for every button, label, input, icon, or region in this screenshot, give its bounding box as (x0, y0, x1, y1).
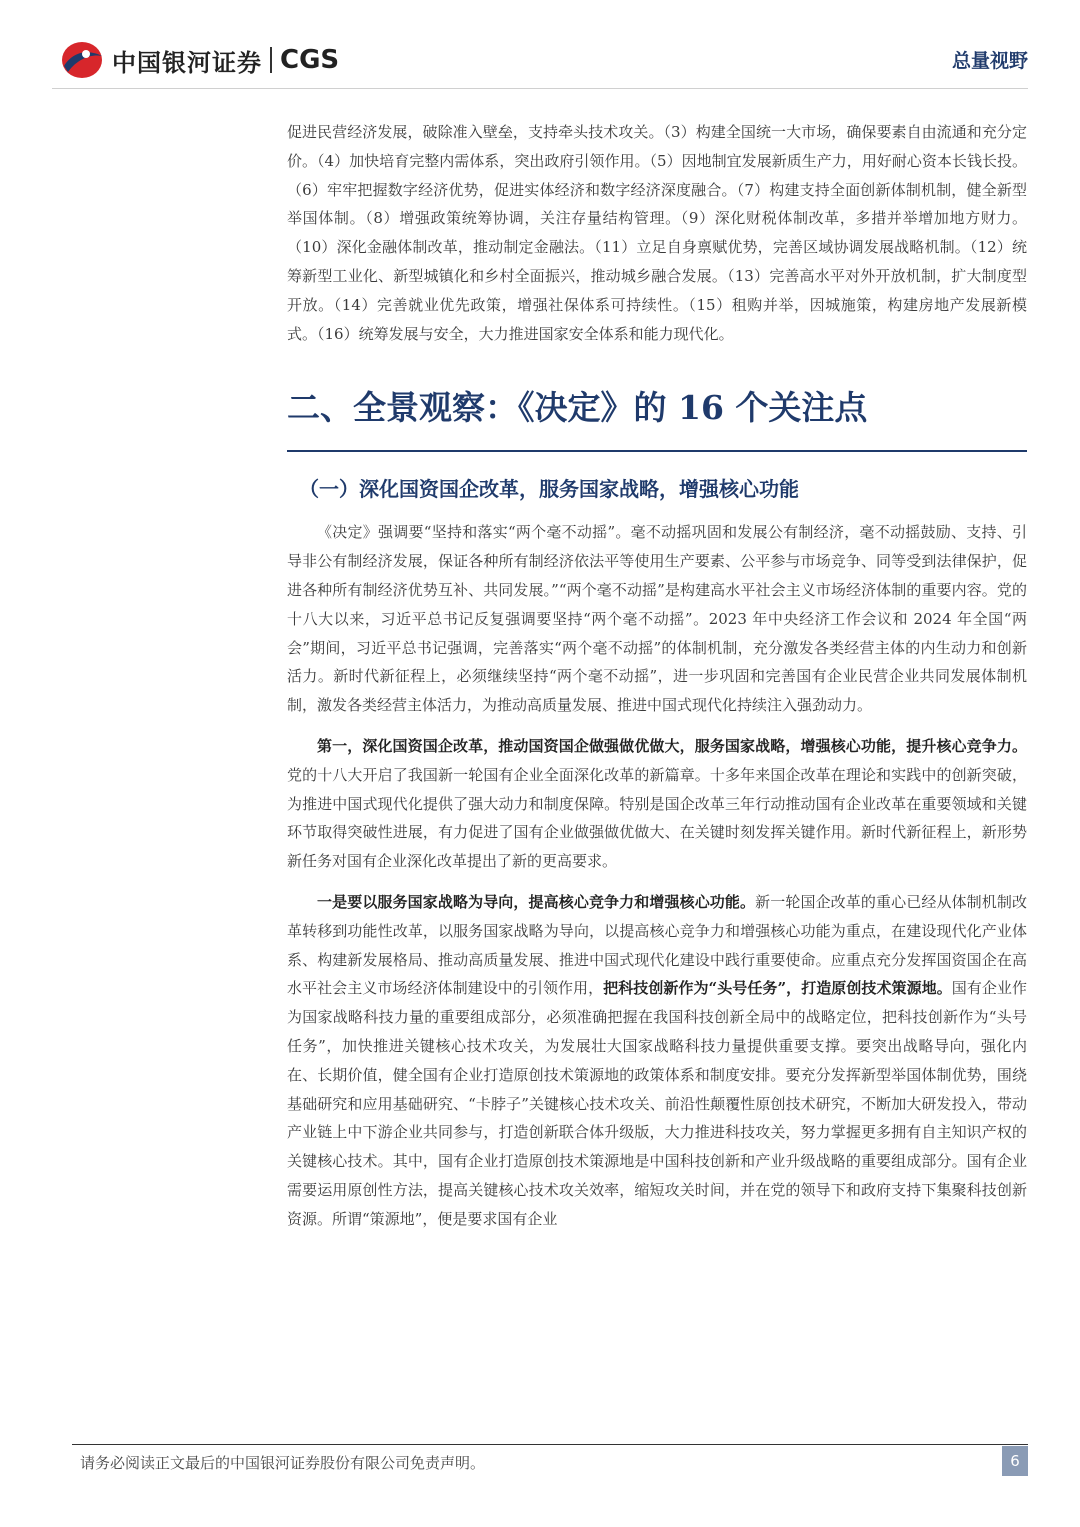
paragraph-3-body: 国有企业作为国家战略科技力量的重要组成部分，必须准确把握在我国科技创新全局中的战略定位，把科技创新作为“头号任务”，加快推进关键核心技术攻关，为发展壮大国家战略科技力量提供重要支撑。要突出战略导向，强化内在、长期价值，健全国有企业打造原创技术策源地的政策体系和制度安排。要充分发挥新型举国体制优势，围绕基础研究和应用基础研究、“卡脖子”关键核心技术攻关、前沿性颠覆性原创技术研究，不断加大研发投入，带动产业链上中下游企业共同参与，打造创新联合体升级版，大力推进科技攻关，努力掌握更多拥有自主知识产权的关键核心技术。其中，国有企业打造原创技术策源地是中国科技创新和产业升级战略的重要组成部分。国有企业需要运用原创性方法，提高关键核心技术攻关效率，缩短攻关时间，并在党的领导下和政府支持下集聚科技创新资源。所谓“策源地”，便是要求国有企业 (287, 979, 1027, 1228)
paragraph-1: 《决定》强调要“坚持和落实“两个毫不动摇”。毫不动摇巩固和发展公有制经济，毫不动摇鼓励、支持、引导非公有制经济发展，保证各种所有制经济依法平等使用生产要素、公平参与市场竞争、同等受到法律保护，促进各种所有制经济优势互补、共同发展。”“两个毫不动摇”是构建高水平社会主义市场经济体制的重要内容。党的十八大以来，习近平总书记反复强调要坚持“两个毫不动摇”。2023 年中央经济工作会议和 2024 年全国“两会”期间，习近平总书记强调，完善落实“两个毫不动摇”的体制机制，充分激发各类经营主体的内生动力和创新活力。新时代新征程上，必须继续坚持“两个毫不动摇”，进一步巩固和完善国有企业民营企业共同发展体制机制，激发各类经营主体活力，为推动高质量发展、推进中国式现代化持续注入强劲动力。 (287, 523, 1027, 715)
galaxy-logo-icon (60, 40, 104, 80)
paragraph-3 (287, 888, 1027, 1234)
brand-name-en: CGS (280, 45, 340, 75)
paragraph-2-body: 党的十八大开启了我国新一轮国有企业全面深化改革的新篇章。十多年来国企改革在理论和实践中的创新突破，为推进中国式现代化提供了强大动力和制度保障。特别是国企改革三年行动推动国有企业改革在重要领域和关键环节取得突破性进展，有力促进了国有企业做强做优做大、在关键时刻发挥关键作用。新时代新征程上，新形势新任务对国有企业深化改革提出了新的更高要求。 (287, 765, 1027, 871)
section-label: 总量视野 (951, 50, 1028, 72)
paragraph-2 (287, 732, 1027, 876)
brand-logo (60, 40, 339, 80)
brand-separator (270, 47, 272, 73)
paragraph-2-lead: 第一，深化国资国企改革，推动国资国企做强做优做大，服务国家战略，增强核心功能，提升核心竞争力。 (317, 736, 1027, 755)
paragraph-3-emphasis: 把科技创新作为“头号任务”，打造原创技术策源地。 (603, 979, 952, 998)
header-divider (52, 88, 1028, 89)
footer-divider (72, 1444, 1028, 1445)
heading-rule (287, 450, 1027, 452)
footer-disclaimer: 请务必阅读正文最后的中国银河证券股份有限公司免责声明。 (80, 1454, 486, 1472)
section-heading: 二、全景观察：《决定》的 16 个关注点 (287, 388, 868, 428)
page-number: 6 (1002, 1446, 1028, 1476)
main-content (287, 118, 1027, 1234)
paragraph-3-lead: 一是要以服务国家战略为导向，提高核心竞争力和增强核心功能。 (317, 892, 756, 911)
brand-name-cn: 中国银河证券 (112, 48, 262, 77)
subsection-heading: （一）深化国资国企改革，服务国家战略，增强核心功能 (299, 477, 799, 502)
paragraph-3-mid: 新一轮国企改革的重心已经从体制机制改革转移到功能性改革，以服务国家战略为导向，以提高核心竞争力和增强核心功能为重点，在建设现代化产业体系、构建新发展格局、推动高质量发展、推进中国式现代化建设中践行重要使命。应重点充分发挥国资国企在高水平社会主义市场经济体制建设中的引领作用， (287, 892, 1027, 998)
intro-paragraph: 促进民营经济发展，破除准入壁垒，支持牵头技术攻关。（3）构建全国统一大市场，确保要素自由流通和充分定价。（4）加快培育完整内需体系，突出政府引领作用。（5）因地制宜发展新质生产力，用好耐心资本长钱长投。（6）牢牢把握数字经济优势，促进实体经济和数字经济深度融合。（7）构建支持全面创新体制机制，健全新型举国体制。（8）增强政策统筹协调，关注存量结构管理。（9）深化财税体制改革，多措并举增加地方财力。（10）深化金融体制改革，推动制定金融法。（11）立足自身禀赋优势，完善区域协调发展战略机制。（12）统筹新型工业化、新型城镇化和乡村全面振兴，推动城乡融合发展。（13）完善高水平对外开放机制，扩大制度型开放。（14）完善就业优先政策，增强社保体系可持续性。（15）租购并举，因城施策，构建房地产发展新模式。（16）统筹发展与安全，大力推进国家安全体系和能力现代化。 (287, 123, 1027, 343)
